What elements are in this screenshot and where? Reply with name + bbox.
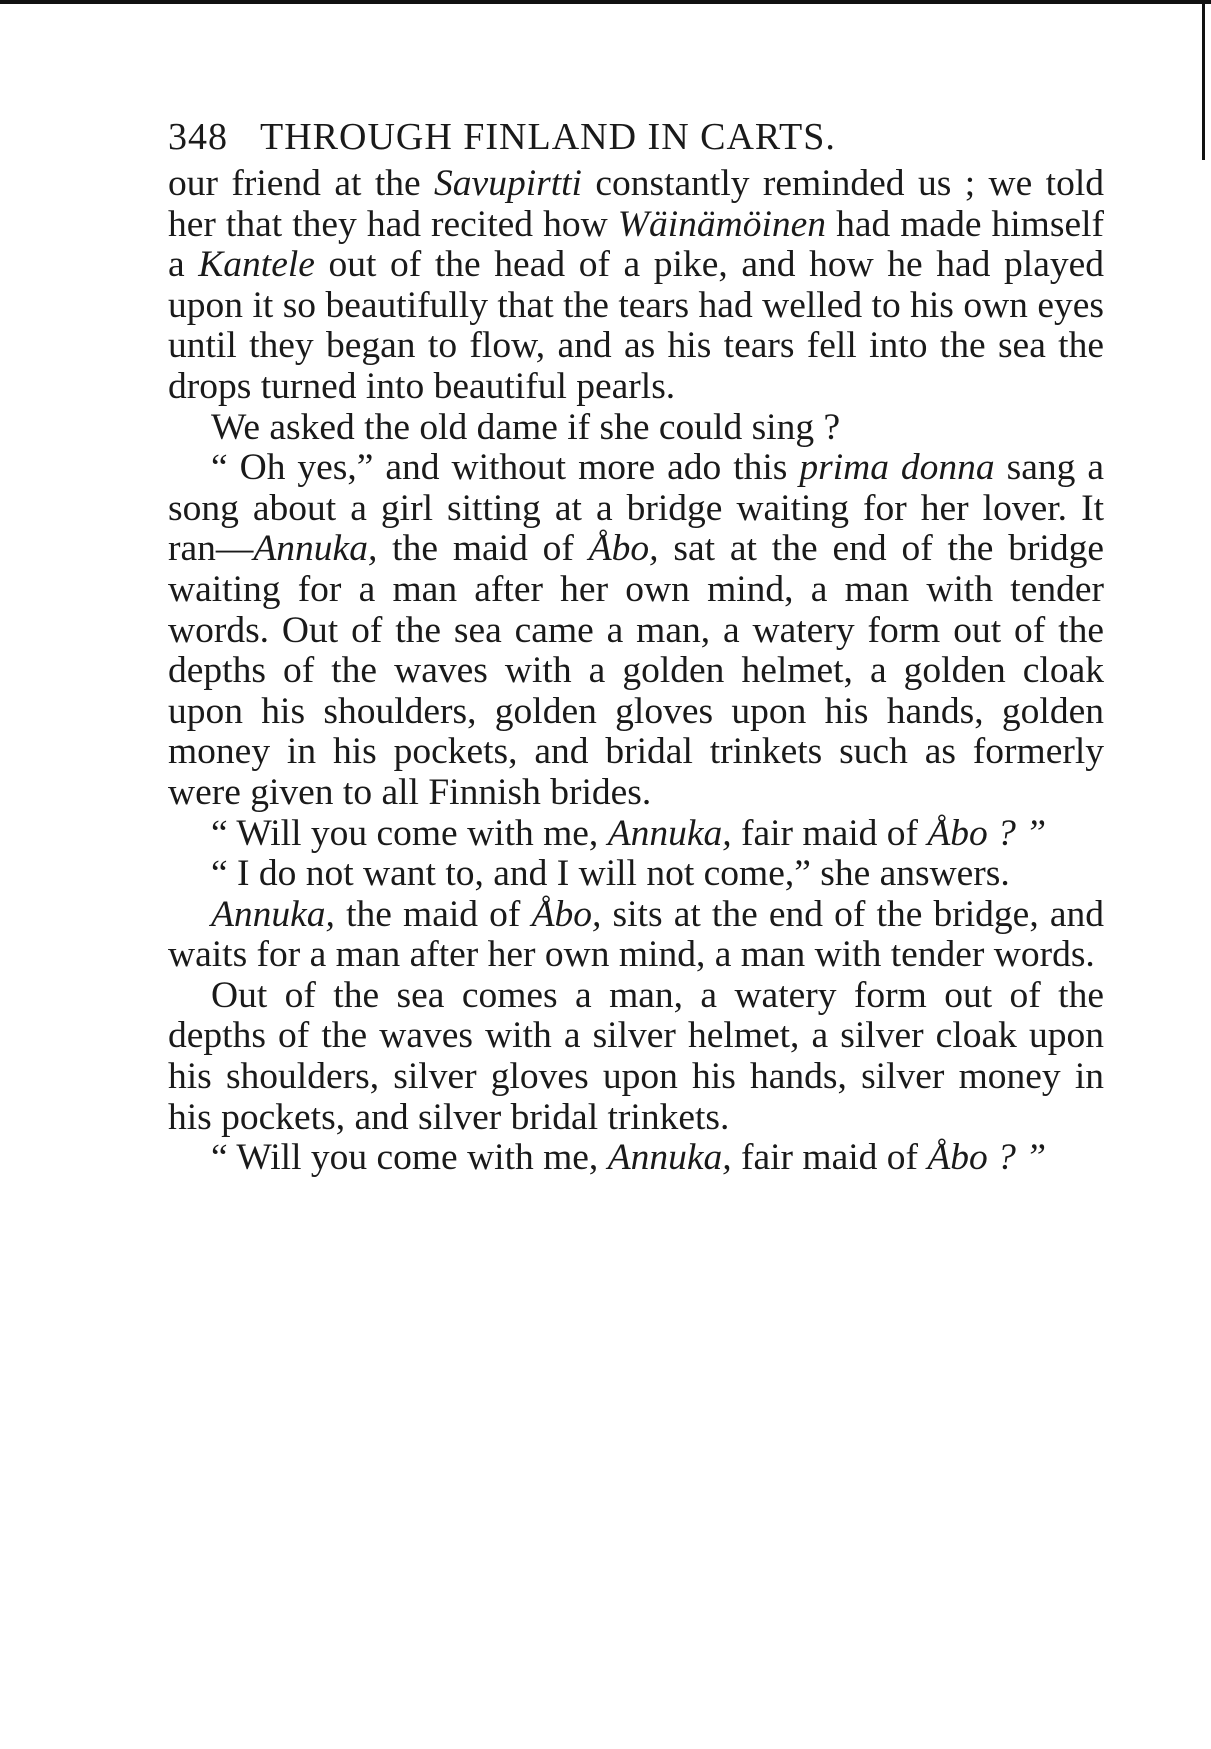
paragraph	[168, 976, 1104, 1138]
paragraph	[168, 164, 1104, 408]
text-run: out of the head of a pike, and how he had played upon it so beautifully that the tears had welled to his own eyes until they began to flow, and as his tears fell into the sea the drops turned into beautiful pearls.	[168, 244, 1104, 407]
text-run: “ Will you come with me,	[211, 812, 608, 854]
paragraph	[168, 448, 1104, 813]
text-run: sat at the end of the bridge waiting for a man after her own mind, a man with tender words. Out of the sea came a man, a watery form out of the depths of the waves with a golden helmet, a golden cloak upon his shoulders, golden gloves upon his hands, golden money in his pockets, and bridal trinkets such as formerly were given to all Finnish brides.	[168, 528, 1104, 813]
italic-text: Wäinämöinen	[617, 203, 827, 245]
paragraph	[168, 814, 1104, 855]
italic-text: Åbo,	[531, 893, 602, 935]
text-run: the maid of	[334, 893, 532, 935]
paragraph	[168, 854, 1104, 895]
running-title: THROUGH FINLAND IN CARTS.	[260, 116, 836, 158]
text-run: We asked the old dame if she could sing ?	[211, 406, 841, 448]
text-run: fair maid of	[731, 812, 928, 854]
page-number: 348	[168, 116, 228, 158]
italic-text: Åbo ? ”	[927, 812, 1047, 854]
right-border-rule	[1202, 0, 1205, 160]
italic-text: Annuka,	[607, 1137, 732, 1179]
top-border-rule	[0, 0, 1211, 4]
text-run: “ Oh yes,” and without more ado this	[211, 447, 800, 489]
text-run: sang a song about a girl sitting at a bridge waiting for her lover. It ran—	[168, 447, 1105, 570]
text-run: sits at the end of the bridge, and waits for a man after her own mind, a man with tender words.	[168, 893, 1104, 976]
text-run: fair maid of	[731, 1137, 928, 1179]
body-text	[168, 164, 1104, 1179]
text-run: had made himself a	[168, 203, 1104, 286]
italic-text: Savupirtti	[434, 163, 582, 204]
text-run: “ Will you come with me,	[211, 1137, 608, 1179]
italic-text: Kantele	[198, 244, 315, 286]
text-run: our friend at the	[168, 163, 435, 204]
paragraph	[168, 895, 1104, 976]
italic-text: Åbo,	[588, 528, 659, 570]
book-page	[168, 112, 1104, 1179]
italic-text: Åbo ? ”	[927, 1137, 1047, 1179]
paragraph	[168, 408, 1104, 449]
italic-text: Annuka,	[607, 812, 732, 854]
italic-text: Annuka,	[253, 528, 378, 570]
text-run: the maid of	[377, 528, 589, 570]
italic-text: Annuka,	[211, 893, 335, 935]
paragraph	[168, 1138, 1104, 1179]
text-run: “ I do not want to, and I will not come,” she answers.	[211, 853, 1010, 895]
text-run: constantly reminded us ; we told her that they had recited how	[168, 163, 1105, 245]
running-header	[168, 112, 1104, 162]
text-run: Out of the sea comes a man, a watery form out of the depths of the waves with a silver helmet, a silver cloak upon his shoulders, silver gloves upon his hands, silver money in his pockets, and silver bridal trinkets.	[168, 974, 1104, 1138]
italic-text: prima donna	[799, 447, 995, 489]
